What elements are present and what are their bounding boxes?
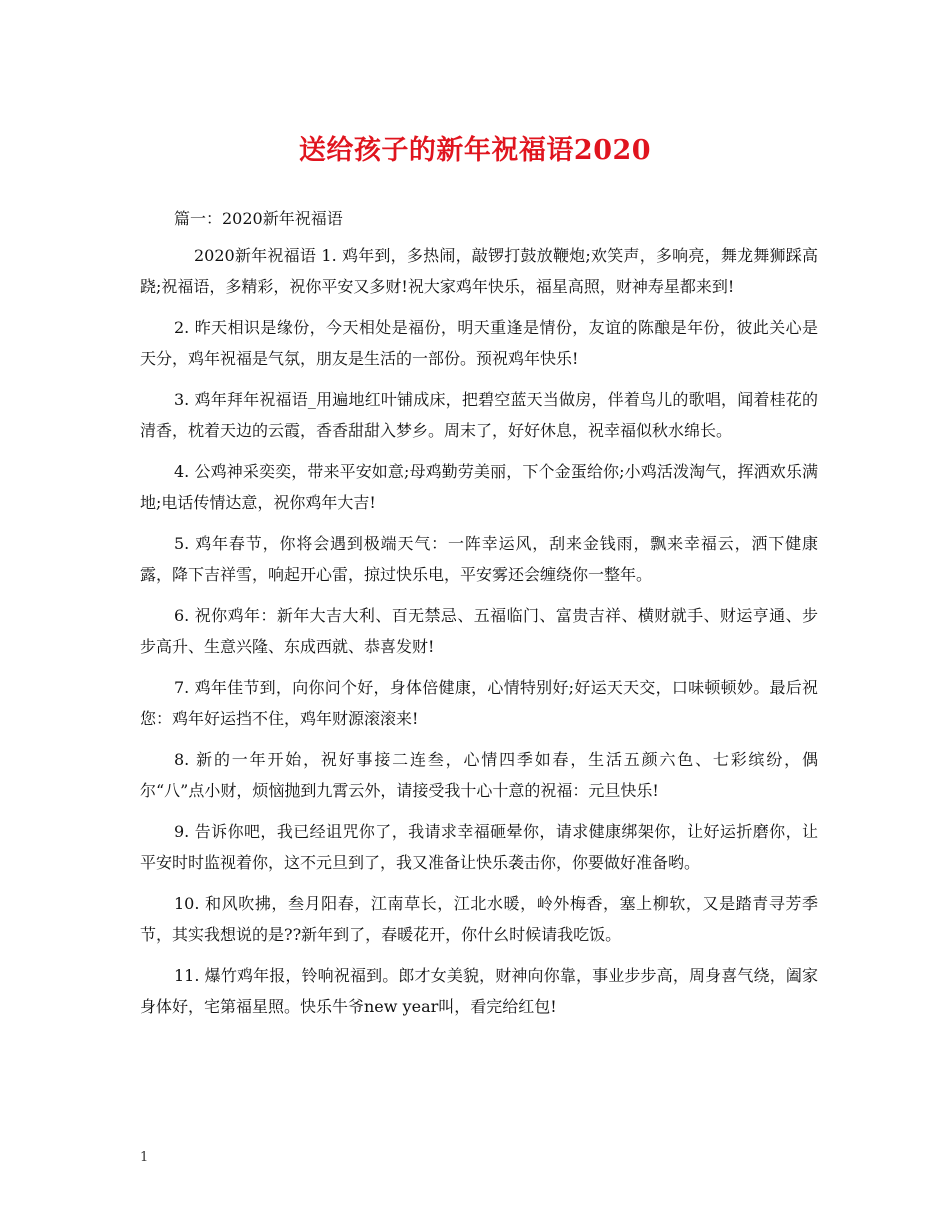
paragraph: 4. 公鸡神采奕奕，带来平安如意;母鸡勤劳美丽，下个金蛋给你;小鸡活泼淘气，挥洒欢乐满地;电话传情达意，祝你鸡年大吉! [140,462,818,512]
paragraph: 5. 鸡年春节，你将会遇到极端天气：一阵幸运风，刮来金钱雨，飘来幸福云，洒下健康露，降下吉祥雪，响起开心雷，掠过快乐电，平安雾还会缠绕你一整年。 [140,534,818,584]
paragraph: 8. 新的一年开始，祝好事接二连叁，心情四季如春，生活五颜六色、七彩缤纷，偶尔“八”点小财，烦恼抛到九霄云外，请接受我十心十意的祝福：元旦快乐! [140,750,818,800]
paragraph: 9. 告诉你吧，我已经诅咒你了，我请求幸福砸晕你，请求健康绑架你，让好运折磨你，让平安时时监视着你，这不元旦到了，我又准备让快乐袭击你，你要做好准备哟。 [140,822,818,872]
paragraph: 6. 祝你鸡年：新年大吉大利、百无禁忌、五福临门、富贵吉祥、横财就手、财运亨通、步步高升、生意兴隆、东成西就、恭喜发财! [140,606,818,656]
section-heading: 篇一：2020新年祝福语 [174,209,343,228]
paragraph: 2. 昨天相识是缘份，今天相处是福份，明天重逢是情份，友谊的陈酿是年份，彼此关心是天分，鸡年祝福是气氛，朋友是生活的一部份。预祝鸡年快乐! [140,318,818,368]
paragraph: 2020新年祝福语 1. 鸡年到，多热闹，敲锣打鼓放鞭炮;欢笑声，多响亮，舞龙舞狮踩高跷;祝福语，多精彩，祝你平安又多财!祝大家鸡年快乐，福星高照，财神寿星都来到! [140,246,818,296]
paragraph: 10. 和风吹拂，叁月阳春，江南草长，江北水暖，岭外梅香，塞上柳软，又是踏青寻芳季节，其实我想说的是??新年到了，春暖花开，你什幺时候请我吃饭。 [140,894,818,944]
document-body [140,206,818,1032]
page-title: 送给孩子的新年祝福语2020 [298,135,652,166]
paragraph: 7. 鸡年佳节到，向你问个好，身体倍健康，心情特别好;好运天天交，口味顿顿妙。最后祝您：鸡年好运挡不住，鸡年财源滚滚来! [140,678,818,728]
paragraph: 3. 鸡年拜年祝福语_用遍地红叶铺成床，把碧空蓝天当做房，伴着鸟儿的歌唱，闻着桂花的清香，枕着天边的云霞，香香甜甜入梦乡。周末了，好好休息，祝幸福似秋水绵长。 [140,390,818,440]
page-number: 1 [140,1150,149,1165]
paragraph: 11. 爆竹鸡年报，铃响祝福到。郎才女美貌，财神向你靠，事业步步高，周身喜气绕，阖家身体好，宅第福星照。快乐牛爷new year叫，看完给红包! [140,966,818,1016]
